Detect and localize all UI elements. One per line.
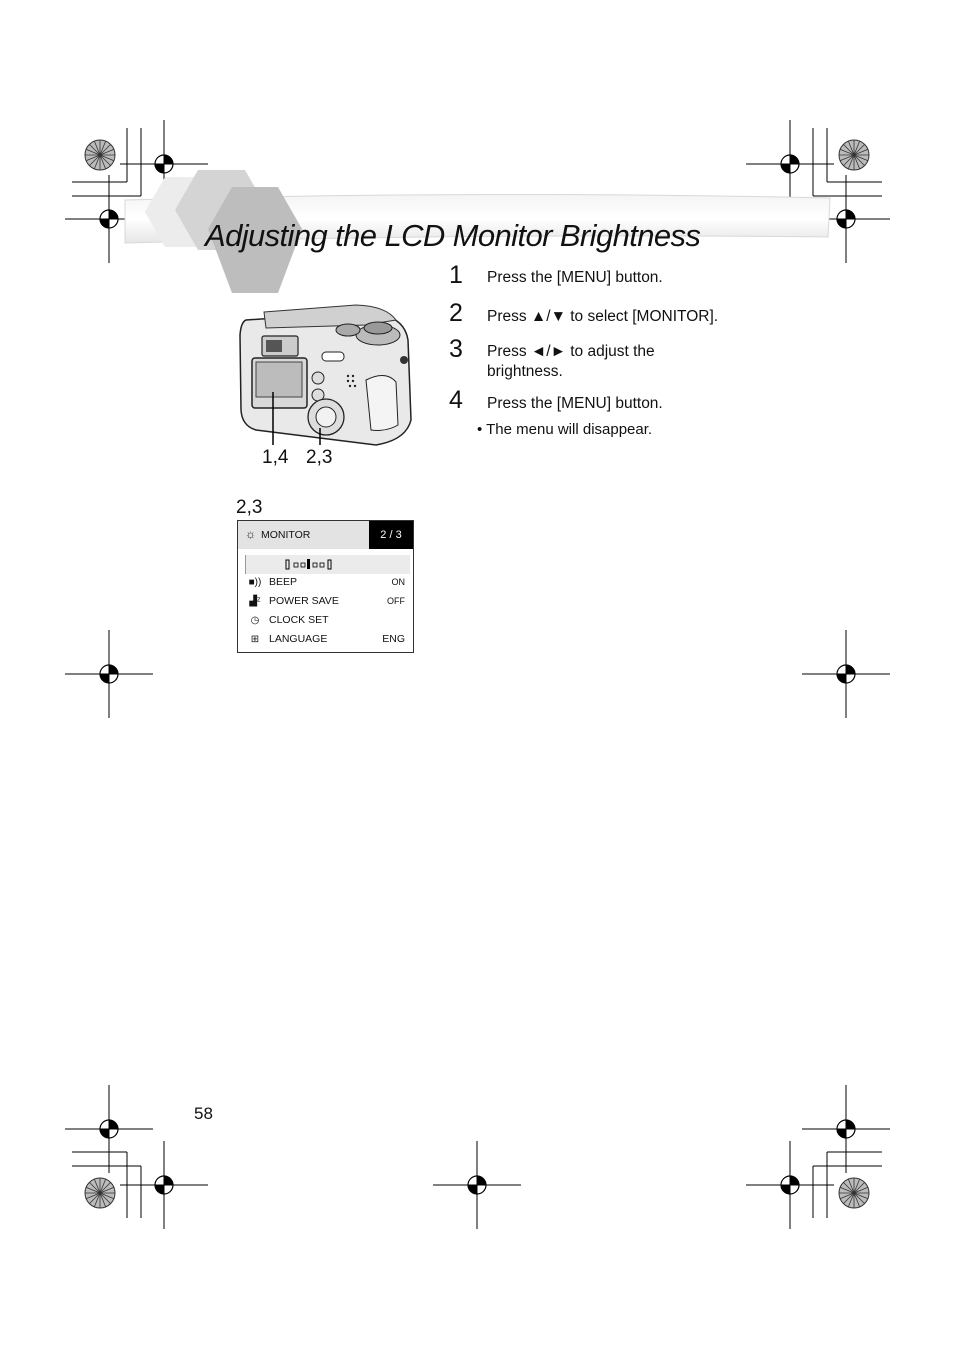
menu-title: MONITOR [261,529,311,541]
menu-item-value: ENG [382,633,405,645]
speaker-icon: ■)) [248,577,262,588]
brightness-slider-row [245,555,410,574]
menu-item-label: BEEP [269,576,298,588]
menu-item-label: POWER SAVE [269,595,339,607]
brightness-icon: ☼ [245,527,256,541]
step-2-number: 2 [449,299,463,327]
step-4-note: • The menu will disappear. [477,421,653,438]
step-2-text: Press ▲/▼ to select [MONITOR]. [487,308,719,325]
monitor-menu-screen [237,520,414,653]
brightness-slider [246,555,410,574]
step-1-number: 1 [449,261,463,289]
clock-icon: ◷ [250,615,260,626]
step-3-number: 3 [449,335,463,363]
power-save-icon: ▟ᶻ [249,596,261,607]
camera-illustration [236,300,416,450]
step-4-text: Press the [MENU] button. [487,395,663,412]
menu-item-value: ON [391,577,405,587]
page-title: Adjusting the LCD Monitor Brightness [205,218,701,253]
menu-item-language[interactable] [238,630,413,649]
menu-page-indicator: 2 / 3 [369,521,413,549]
page-number: 58 [194,1104,213,1123]
step-1-text: Press the [MENU] button. [487,269,663,286]
step-3-text-line1: Press ◄/► to adjust the [487,343,655,360]
callout-1-4: 1,4 [262,447,289,468]
menu-item-value: OFF [387,596,405,606]
step-3-text-line2: brightness. [487,363,563,380]
language-icon: ⊞ [250,634,260,645]
callout-2-3: 2,3 [306,447,333,468]
menu-item-label: CLOCK SET [269,614,329,626]
menu-item-power-save[interactable] [238,592,413,611]
step-4-number: 4 [449,386,463,414]
menu-item-beep[interactable] [238,573,413,592]
menu-label: 2,3 [236,497,263,518]
menu-item-clock-set[interactable] [238,611,413,630]
menu-item-label: LANGUAGE [269,633,328,645]
